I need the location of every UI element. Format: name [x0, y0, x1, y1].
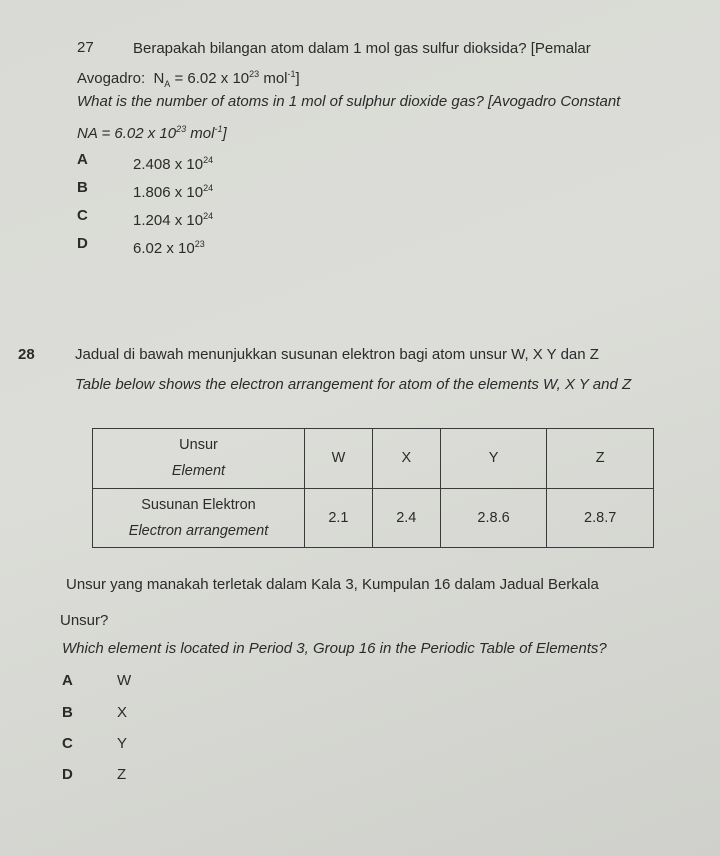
option-letter[interactable]: A — [62, 672, 73, 689]
question-text-english: What is the number of atoms in 1 mol of sulphur dioxide gas? [Avogadro Constant — [77, 93, 621, 110]
row-header: Susunan Elektron Electron arrangement — [93, 488, 305, 548]
question-text-malay: Berapakah bilangan atom dalam 1 mol gas sulfur dioksida? [Pemalar — [133, 40, 591, 57]
table-row — [93, 488, 654, 548]
table-cell: W — [305, 429, 373, 489]
question-text-english-cont: NA = 6.02 x $10^{23}$ mol$^{-1}$] — [77, 124, 227, 142]
table-cell: 2.8.7 — [547, 488, 654, 548]
option-letter[interactable]: D — [62, 766, 73, 783]
question-number: 27 — [77, 39, 94, 56]
option-letter[interactable]: D — [77, 235, 88, 252]
option-letter[interactable]: B — [62, 704, 73, 721]
option-value[interactable]: 2.408 x $10^{24}$ — [133, 155, 214, 173]
table-cell: 2.1 — [305, 488, 373, 548]
option-letter[interactable]: A — [77, 151, 88, 168]
intro-malay: Jadual di bawah menunjukkan susunan elektron bagi atom unsur W, X Y dan Z — [75, 346, 599, 363]
intro-english: Table below shows the electron arrangement for atom of the elements W, X Y and Z — [75, 376, 632, 393]
option-value[interactable]: Z — [117, 766, 127, 783]
option-value[interactable]: W — [117, 672, 132, 689]
option-value[interactable]: 6.02 x $10^{23}$ — [133, 239, 205, 257]
option-value[interactable]: Y — [117, 735, 128, 752]
option-letter[interactable]: C — [77, 207, 88, 224]
question-text-malay: Unsur yang manakah terletak dalam Kala 3, Kumpulan 16 dalam Jadual Berkala — [66, 576, 599, 593]
question-text-english: Which element is located in Period 3, Group 16 in the Periodic Table of Elements? — [62, 640, 607, 657]
option-value[interactable]: 1.806 x $10^{24}$ — [133, 183, 214, 201]
table-row — [93, 429, 654, 489]
option-value[interactable]: 1.204 x $10^{24}$ — [133, 211, 214, 229]
option-value[interactable]: X — [117, 704, 128, 721]
row-header: Unsur Element — [93, 429, 305, 489]
table-cell: Y — [440, 429, 547, 489]
table-cell: 2.4 — [372, 488, 440, 548]
option-letter[interactable]: C — [62, 735, 73, 752]
question-number: 28 — [18, 346, 35, 363]
table-cell: Z — [547, 429, 654, 489]
question-text-malay-cont: Unsur? — [60, 612, 109, 629]
table-cell: X — [372, 429, 440, 489]
question-text-malay-cont: Avogadro: $N_A = 6.02$ x $10^{23}$ mol$^{-1}$] — [77, 69, 300, 89]
option-letter[interactable]: B — [77, 179, 88, 196]
electron-arrangement-table — [92, 428, 654, 548]
table-cell: 2.8.6 — [440, 488, 547, 548]
